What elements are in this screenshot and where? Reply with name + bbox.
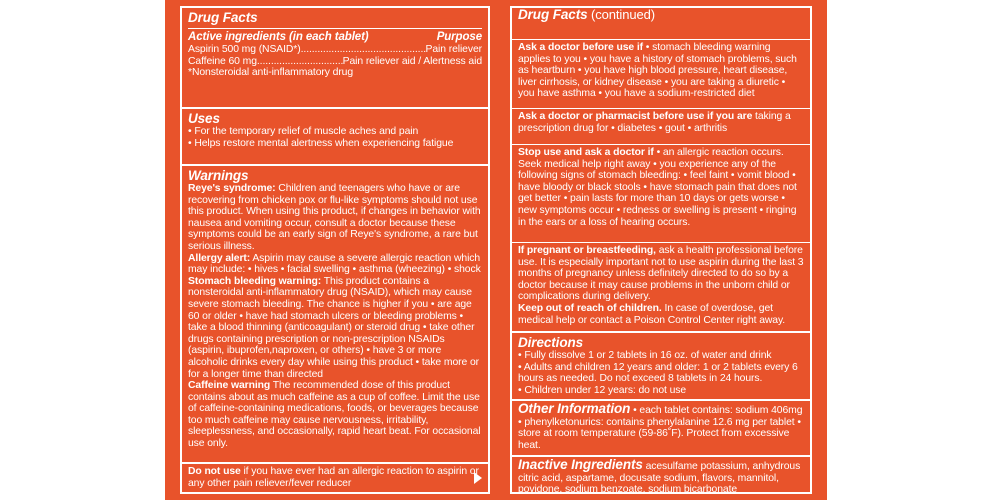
other-information-section [512, 399, 810, 453]
ingredient-row [188, 44, 482, 56]
inactive-ingredients-body: acesulfame potassium, anhydrous citric acid, aspartame, docusate sodium, flavors, mannitol, povidone, sodium benzoate, sodium bicarbonate [518, 461, 801, 496]
ask-doctor-body: • stomach bleeding warning applies to you • you have a history of stomach problems, such as heartburn • you have high blood pressure, heart disease, liver cirrhosis, or kidney disease • you are taking a diuretic • you have asthma • you have a sodium-restricted diet [518, 42, 797, 100]
caffeine-label: Caffeine warning [188, 380, 271, 392]
warnings-section [182, 164, 488, 460]
nsaid-footnote: *Nonsteroidal anti-inflammatory drug [188, 67, 354, 79]
inactive-ingredients-text [518, 459, 804, 496]
uses-heading: Uses [188, 111, 220, 126]
do-not-use-label: Do not use [188, 466, 241, 477]
directions-section [512, 331, 810, 397]
directions-item: • Fully dissolve 1 or 2 tablets in 16 oz. of water and drink [518, 350, 804, 362]
drug-facts-panel-right [510, 6, 812, 494]
allergy-alert [188, 253, 482, 276]
active-ingredients-section [182, 8, 488, 94]
other-information-body: • each tablet contains: sodium 406mg • phenylketonurics: contains phenylalanine 12.6 mg per tablet • store at room temperature (59-86˚F). Protect from excessive heat. [518, 405, 803, 451]
active-ingredients-header [188, 28, 482, 44]
stomach-bleeding-warning [188, 276, 482, 380]
drug-facts-title-continued: Drug Facts [518, 7, 588, 22]
uses-list [188, 126, 482, 149]
ingredient-purpose: Pain reliever aid / Alertness aid [342, 55, 482, 67]
warnings-heading: Warnings [188, 168, 249, 183]
ask-doctor-label: Ask a doctor before use if [518, 42, 644, 53]
reye-text: Children and teenagers who have or are recovering from chicken pox or flu-like symptoms should not use this product. When using this product, if changes in behavior with nausea and vomiting occur, consult a doctor because these symptoms could be an early sign of Reye's syndrome, a rare but serious illness. [188, 183, 481, 252]
directions-list [518, 350, 804, 396]
directions-item: • Children under 12 years: do not use [518, 385, 804, 397]
allergy-text: Aspirin may cause a severe allergic reaction which may include: • hives • facial swelling • asthma (wheezing) • shock [188, 252, 481, 276]
stop-use-text [518, 147, 804, 228]
ask-doctor-text [518, 42, 804, 100]
drug-facts-title: Drug Facts [188, 10, 258, 25]
ask-pharmacist-section [512, 108, 810, 142]
directions-heading: Directions [518, 335, 584, 350]
other-information-heading: Other Information [518, 401, 631, 416]
leader-dots [301, 44, 426, 56]
inactive-ingredients-section [512, 455, 810, 496]
continued-label: (continued) [587, 7, 655, 22]
drug-facts-label [165, 0, 827, 500]
other-information-text [518, 403, 804, 451]
reye-warning [188, 183, 482, 253]
ingredient-name: Aspirin 500 mg (NSAID*) [188, 44, 301, 55]
do-not-use-body: if you have ever had an allergic reaction to aspirin or any other pain reliever/fever reducer [188, 466, 479, 489]
ask-pharmacist-text [518, 111, 804, 134]
pregnancy-section [512, 242, 810, 330]
purpose-heading: Purpose [436, 31, 482, 43]
uses-item: • For the temporary relief of muscle aches and pain [188, 126, 482, 138]
allergy-label: Allergy alert: [188, 252, 251, 264]
keep-out-body: In case of overdose, get medical help or contact a Poison Control Center right away. [518, 302, 786, 326]
stop-use-section [512, 144, 810, 240]
pregnancy-label: If pregnant or breastfeeding, [518, 245, 656, 256]
drug-facts-panel-left [180, 6, 490, 494]
do-not-use-section [182, 462, 488, 492]
leader-dots [257, 56, 343, 68]
stop-use-body: • an allergic reaction occurs. Seek medical help right away • you experience any of the following signs of stomach bleeding: • feel faint • vomit blood • have bloody or black stools • have stomach pain that does not get better • pain lasts for more than 10 days or gets worse • new symptoms occur • redness or swelling is present • ringing in the ears or a loss of hearing occurs. [518, 147, 797, 228]
ask-pharmacist-body: taking a prescription drug for • diabetes • gout • arthritis [518, 111, 791, 134]
keep-out-label: Keep out of reach of children. [518, 302, 662, 314]
do-not-use-text [188, 466, 482, 489]
pregnancy-body: ask a health professional before use. It is especially important not to use aspirin during the last 3 months of pregnancy unless definitely directed to do so by a doctor because it may cause problems in the unborn child or complications during delivery. [518, 245, 804, 303]
caffeine-warning [188, 380, 482, 450]
ask-doctor-section [512, 39, 810, 107]
stop-use-label: Stop use and ask a doctor if [518, 147, 654, 158]
continue-arrow-icon [474, 472, 482, 484]
inactive-ingredients-heading: Inactive Ingredients [518, 457, 643, 472]
stomach-label: Stomach bleeding warning: [188, 275, 322, 287]
ask-pharmacist-label: Ask a doctor or pharmacist before use if you are [518, 111, 753, 122]
ingredient-purpose: Pain reliever [425, 44, 482, 55]
pregnancy-text [518, 245, 804, 303]
caffeine-text: The recommended dose of this product contains about as much caffeine as a cup of coffee. Limit the use of caffeine-containing medications, foods, or beverages because too much caffeine may cause nervousness, irritability, sleeplessness, and occasionally, rapid heart beat. For occasional use only. [188, 380, 481, 450]
directions-item: • Adults and children 12 years and older: 1 or 2 tablets every 6 hours as needed. Do not exceed 8 tablets in 24 hours. [518, 362, 804, 385]
uses-section [182, 107, 488, 159]
active-ingredients-heading: Active ingredients (in each tablet) [188, 31, 369, 43]
uses-item: • Helps restore mental alertness when experiencing fatigue [188, 138, 482, 150]
stomach-text: This product contains a nonsteroidal anti-inflammatory drug (NSAID), which may cause severe stomach bleeding. The chance is higher if you • are age 60 or older • have had stomach ulcers or bleeding problems • take a blood thinning (anticoagulant) or steroid drug • take other drugs containing prescription or non-prescription NSAIDs (aspirin, ibuprofen,naproxen, or others) • have 3 or more alcoholic drinks every day while using this product • take more or for a longer time than directed [188, 275, 480, 380]
ingredient-row [188, 56, 482, 68]
continued-title-section [512, 8, 810, 26]
ingredient-name: Caffeine 60 mg [188, 55, 257, 67]
keep-out-text [518, 303, 804, 326]
reye-label: Reye's syndrome: [188, 183, 276, 194]
